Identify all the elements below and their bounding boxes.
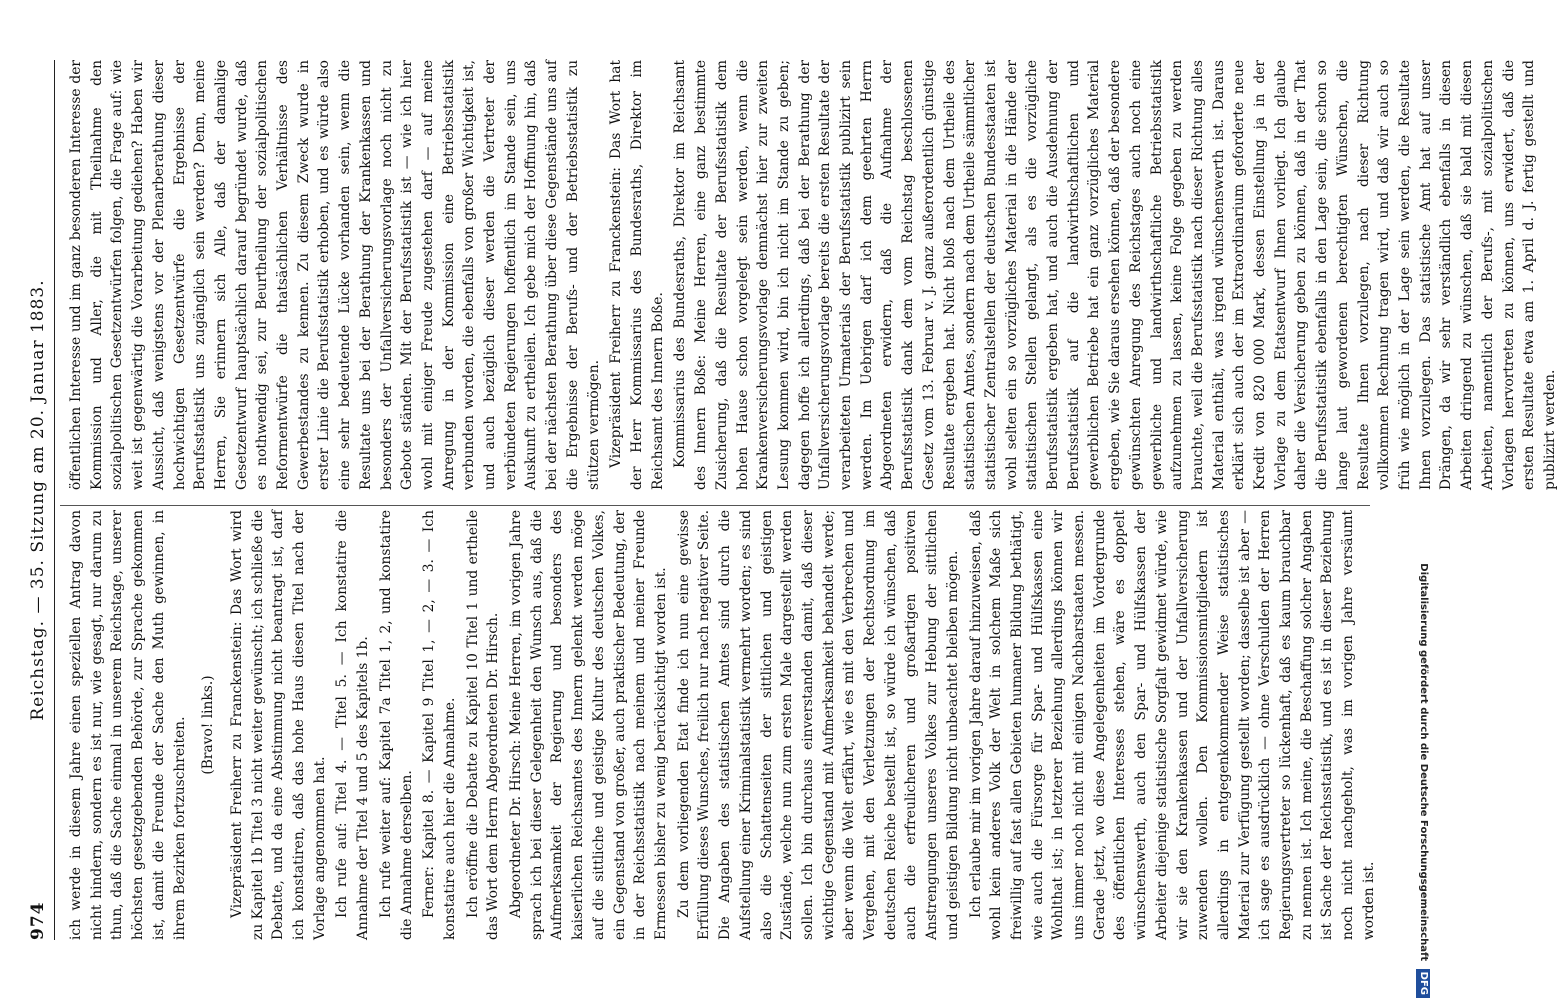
digitization-note: Digitalisierung gefördert durch die Deutsche Forschungsgemeinschaft [1418,563,1429,962]
left-column [66,510,1377,940]
paragraph: öffentlichen Interesse und im ganz besonderen Interesse der Kommission und Aller, die mit Theilnahme den sozialpolitischen Gesetzentwürfen folgen, die Frage auf: wie weit ist gegenwärtig die Vorarbeitung gediehen? Haben wir Aussicht, daß wenigstens vor der Plenarberathung dieser hochwichtigen Gesetzentwürfe die Ergebnisse der Berufsstatistik uns zugänglich sein werden? Denn, meine Herren, Sie erinnern sich Alle, daß der damalige Gesetzentwurf hauptsächlich darauf begründet wurde, daß es nothwendig sei, zur Beurtheilung der sozialpolitischen Reformentwürfe die thatsächlichen Verhältnisse des Gewerbestandes zu kennen. Zu diesem Zweck wurde in erster Linie die Berufsstatistik erhoben, und es würde also eine sehr bedeutende Lücke vorhanden sein, wenn die Resultate uns bei der Berathung der Krankenkassen und besonders der Unfallversicherungsvorlage noch nicht zu Gebote ständen. Mit der Berufsstatistik ist — wie ich hier wohl mit einiger Freude zugestehen darf — auf meine Anregung in der Kommission eine Betriebsstatistik verbunden worden, die ebenfalls von großer Wichtigkeit ist, und auch bezüglich dieser werden die Vertreter der verbündeten Regierungen hoffentlich im Stande sein, uns Auskunft zu ertheilen. Ich gebe mich der Hoffnung hin, daß bei der nächsten Berathung über diese Gegenstände uns auf die Ergebnisse der Berufs- und der Betriebsstatistik zu stützen vermögen. [68,60,602,490]
page-header [28,60,52,940]
running-title: Reichstag. — 35. Sitzung am 20. Januar 1883. [28,279,48,721]
paragraph: Ich rufe weiter auf: Kapitel 7a Titel 1, 2, und konstatire die Annahme derselben. [377,510,415,940]
paragraph: (Bravo! links.) [200,675,217,775]
paragraph: Abgeordneter Dr. Hirsch: Meine Herren, im vorigen Jahre sprach ich bei dieser Gelegenheit den Wunsch aus, daß die Aufmerksamkeit der Regierung und besonders des kaiserlichen Reichsamtes des Innern gelenkt werden möge auf die sittliche und geistige Kultur des deutschen Volkes, ein Gegenstand von großer, auch praktischer Bedeutung, der in der Reichsstatistik nach meinem und meiner Freunde Ermessen bisher zu wenig berücksichtigt worden ist. [508,510,669,940]
dfg-sidebar [1416,2,1430,998]
dfg-logo: DFG [1416,969,1430,998]
paragraph: Vizepräsident Freiherr zu Franckenstein: Das Wort hat der Herr Kommissarius des Bundesraths, Direktor im Reichsamt des Innern Boße. [608,60,666,490]
page-number: 974 [28,901,48,940]
header-rule [54,60,55,940]
paragraph: Ich erlaube mir im vorigen Jahre darauf hinzuweisen, daß wohl kein anderes Volk der Welt in solchem Maße sich freiwillig auf fast allen Gebieten humaner Bildung bethätigt, wie auch die Fürsorge für Spar- und Hülfskassen eine Wohlthat ist; in letzterer Beziehung allerdings können wir uns immer noch nicht mit einigen Nachbarstaaten messen. Gerade jetzt, wo diese Angelegenheiten im Vordergrunde des öffentlichen Interesses stehen, wäre es doppelt wünschenswerth, auch den Spar- und Hülfskassen der Arbeiter diejenige statistische Sorgfalt gewidmet würde, wie wir sie den Krankenkassen und der Unfallversicherung zuwenden wollen. Den Kommissionsmitgliedern ist allerdings in entgegenkommender Weise statistisches Material zur Verfügung gestellt worden; dasselbe ist aber — ich sage es ausdrücklich — ohne Verschulden der Herren Regierungsvertreter so lückenhaft, daß es kaum brauchbar zu nennen ist. Ich meine, die Beschaffung solcher Angaben ist Sache der Reichsstatistik, und es ist in dieser Beziehung noch nicht nachgeholt, was im vorigen Jahre versäumt worden ist. [967,510,1377,940]
paragraph: ich werde in diesem Jahre einen speziellen Antrag davon nicht hindern, sondern es ist nur, wie gesagt, nur darum zu thun, daß die Sache einmal in unserem Reichstage, unserer höchsten gesetzgebenden Behörde, zur Sprache gekommen ist, damit die Freunde der Sache den Muth gewinnen, in ihrem Bezirken fortzuschreiten. [68,510,188,940]
dfg-note [1416,2,1430,998]
column-divider [60,505,1370,506]
paragraph: Ich rufe auf: Titel 4. — Titel 5. — Ich konstatire die Annahme der Titel 4 und 5 des Kapitels 1b. [334,510,372,940]
paragraph: Ferner: Kapitel 8. — Kapitel 9 Titel 1, — 2, — 3. — Ich konstatire auch hier die Annahme. [421,510,458,940]
right-column [66,60,1558,490]
paragraph: Kommissarius des Bundesraths, Direktor im Reichsamt des Innern Boße: Meine Herren, eine ganz bestimmte Zusicherung, daß die Resultate der Berufsstatistik dem hohen Hause schon vorgelegt sein werden, wenn die Krankenversicherungsvorlage demnächst hier zur zweiten Lesung kommen wird, bin ich nicht im Stande zu geben; dagegen hoffe ich allerdings, daß bei der Berathung der Unfallversicherungsvorlage bereits die ersten Resultate der verarbeiteten Urmaterials der Berufsstatistik publizirt sein werden. Im Uebrigen darf ich dem geehrten Herrn Abgeordneten erwidern, daß die Aufnahme der Berufsstatistik dank dem vom Reichstag beschlossenen Gesetz vom 13. Februar v. J. ganz außerordentlich günstige Resultate ergeben hat. Nicht bloß nach dem Urtheile des statistischen Amtes, sondern nach dem Urtheile sämmtlicher statistischer Zentralstellen der deutschen Bundesstaaten ist wohl selten ein so vorzügliches Material in die Hände der statistischen Stellen gelangt, als es die vorzügliche Berufsstatistik ergeben hat, und auch die Ausdehnung der Berufsstatistik auf die landwirthschaftlichen und gewerblichen Betriebe hat ein ganz vorzügliches Material ergeben, wie Sie daraus ersehen können, daß der besondere gewünschten Anregung des Reichstages auch noch eine gewerbliche und landwirthschaftliche Betriebsstatistik aufzunehmen zu lassen, keine Folge gegeben zu werden brauchte, weil die Berufsstatistik nach dieser Richtung alles Material enthält, was irgend wünschenswerth ist. Daraus erklärt sich auch der im Extraordinarium geforderte neue Kredit von 820 000 Mark, dessen Einstellung ja in der Vorlage zu dem Etatsentwurf Ihnen vorliegt. Ich glaube daher die Versicherung geben zu können, daß in der That die Berufsstatistik ebenfalls in den Lage sein, die schon so lange laut gewordenen berechtigten Wünschen, die Resultate Ihnen vorzulegen, nach dieser Richtung vollkommen Rechnung tragen wird, und daß wir auch so früh wie möglich in der Lage sein werden, die Resultate Ihnen vorzulegen. Das statistische Amt hat auf unser Drängen, da wir sehr verständlich ebenfalls in diesen Arbeiten dringend zu wünschen, daß sie bald mit diesen Arbeiten, namentlich der Berufs-, mit sozialpolitischen Vorlagen hervortreten zu können, uns erwidert, daß die ersten Resultate etwa am 1. April d. J. fertig gestellt und publizirt werden. [672,60,1558,490]
paragraph: Zu dem vorliegenden Etat finde ich nun eine gewisse Erfüllung dieses Wunsches, freilich nur nach negativer Seite. Die Angaben des statistischen Amtes sind durch die Aufstellung einer Kriminalstatistik vermehrt worden; es sind also die Schattenseiten der sittlichen und geistigen Zustände, welche nun zum ersten Male dargestellt werden sollen. Ich bin durchaus einverstanden damit, daß dieser wichtige Gegenstand mit Aufmerksamkeit behandelt werde; aber wenn die Welt erfährt, wie es mit den Verbrechen und Vergehen, mit den Verletzungen der Rechtsordnung im deutschen Reiche bestellt ist, so würde ich wünschen, daß auch die erfreulicheren und großartigen positiven Anstrengungen unseres Volkes zur Hebung der sittlichen und geistigen Bildung nicht unbeachtet bleiben mögen. [675,510,961,940]
paragraph: Ich eröffne die Debatte zu Kapitel 10 Titel 1 und ertheile das Wort dem Herrn Abgeordneten Dr. Hirsch. [464,510,502,940]
paragraph: Vizepräsident Freiherr zu Franckenstein: Das Wort wird zu Kapitel 1b Titel 3 nicht weiter gewünscht; ich schließe die Debatte, und da eine Abstimmung nicht beantragt ist, darf ich konstatiren, daß das hohe Haus diesen Titel nach der Vorlage angenommen hat. [228,510,328,940]
